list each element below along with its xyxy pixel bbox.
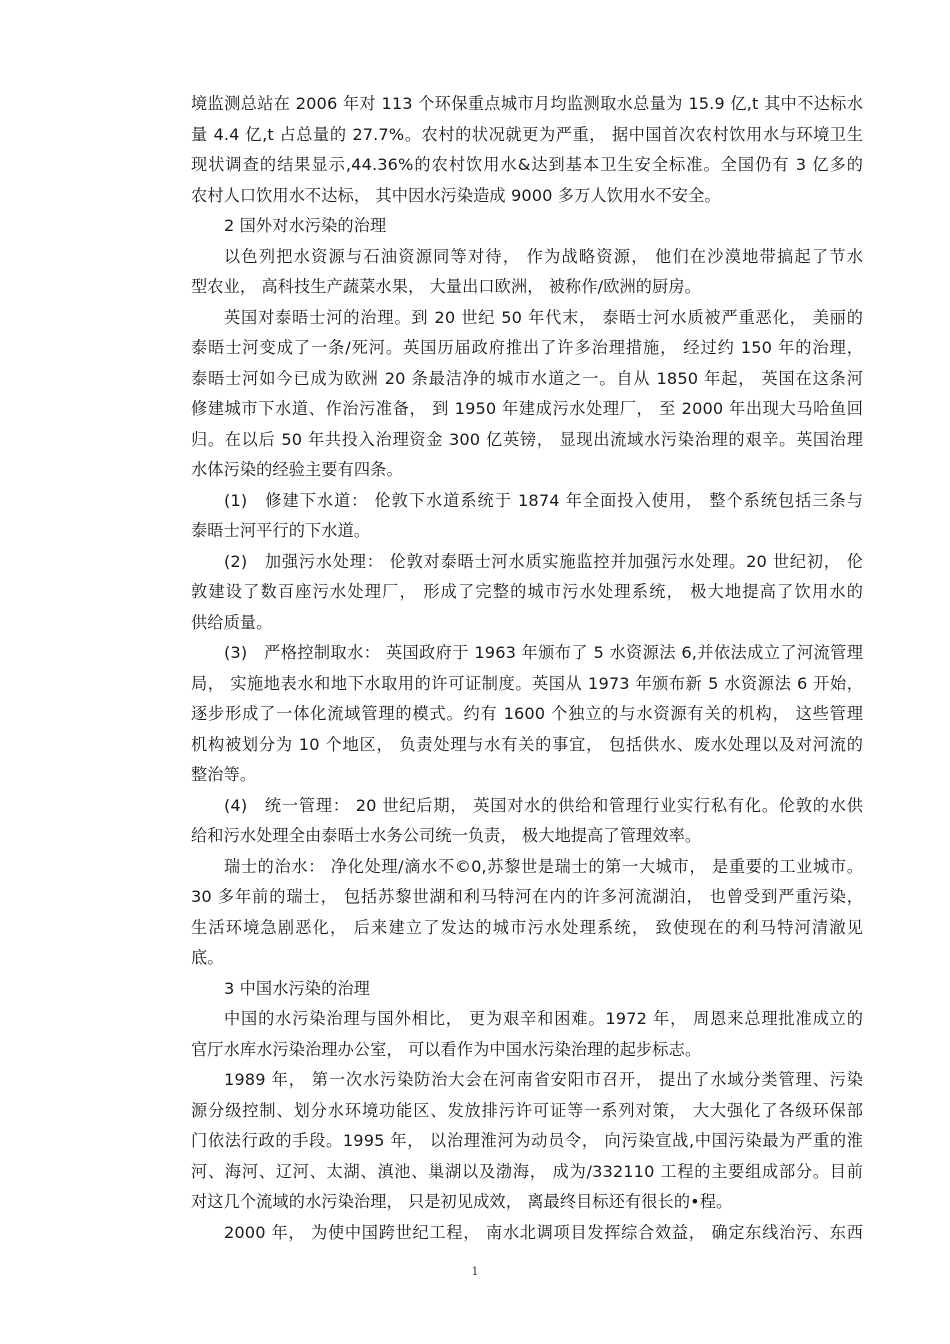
text-line: 中国的水污染治理与国外相比， 更为艰辛和困难。1972 年， 周恩来总理批准成立的 <box>224 1009 863 1028</box>
section-heading: 2 国外对水污染的治理 <box>224 216 387 235</box>
body-text <box>191 89 863 1248</box>
text-line: 归。在以后 50 年共投入治理资金 300 亿英镑， 显现出流域水污染治理的艰辛。英国治理 <box>191 429 863 449</box>
text-line: 给和污水处理全由泰晤士水务公司统一负责， 极大地提高了管理效率。 <box>191 826 702 845</box>
text-line: 农村人口饮用水不达标， 其中因水污染造成 9000 多万人饮用水不安全。 <box>191 185 721 205</box>
text-line: 官厅水库水污染治理办公室， 可以看作为中国水污染治理的起步标志。 <box>191 1039 702 1059</box>
text-line: 机构被划分为 10 个地区， 负责处理与水有关的事宜， 包括供水、废水处理以及对河流的 <box>191 734 863 754</box>
text-line: 量 4.4 亿,t 占总量的 27.7%。农村的状况就更为严重， 据中国首次农村饮用水与环境卫生 <box>191 124 863 144</box>
text-line: 生活环境急剧恶化， 后来建立了发达的城市污水处理系统， 致使现在的利马特河清澈见 <box>191 917 863 937</box>
text-line: 局， 实施地表水和地下水取用的许可证制度。英国从 1973 年颁布新 5 水资源法 6 开始， <box>191 673 863 693</box>
text-line: 供给质量。 <box>191 612 273 632</box>
page-number: 1 <box>471 1265 479 1278</box>
text-line: 泰晤士河平行的下水道。 <box>191 521 371 540</box>
text-line: 以色列把水资源与石油资源同等对待， 作为战略资源， 他们在沙漠地带搞起了节水 <box>224 246 863 266</box>
text-line: 逐步形成了一体化流域管理的模式。约有 1600 个独立的与水资源有关的机构， 这些管理 <box>191 704 863 723</box>
text-line: 底。 <box>191 948 224 967</box>
list-item-line: (2) 加强污水处理： 伦敦对泰晤士河水质实施监控并加强污水处理。20 世纪初， 伦 <box>224 551 863 571</box>
text-line: 门依法行政的手段。1995 年， 以治理淮河为动员令， 向污染宣战,中国污染最为严重的淮 <box>191 1131 863 1150</box>
text-line: 1989 年， 第一次水污染防治大会在河南省安阳市召开， 提出了水域分类管理、污染 <box>224 1070 863 1089</box>
text-line: 现状调查的结果显示,44.36%的农村饮用水&达到基本卫生安全标准。全国仍有 3 亿多的 <box>191 155 863 174</box>
text-line: 2000 年， 为使中国跨世纪工程， 南水北调项目发挥综合效益， 确定东线治污、东西 <box>224 1222 863 1242</box>
text-line: 源分级控制、划分水环境功能区、发放排污许可证等一系列对策， 大大强化了各级环保部 <box>191 1100 863 1120</box>
text-line: 英国对泰晤士河的治理。到 20 世纪 50 年代末， 泰晤士河水质被严重恶化， 美丽的 <box>224 307 863 327</box>
text-line: 泰晤士河变成了一条/死河。英国历届政府推出了许多治理措施， 经过约 150 年的治理， <box>191 338 863 357</box>
text-line: 泰晤士河如今已成为欧洲 20 条最洁净的城市水道之一。自从 1850 年起， 英国在这条河 <box>191 368 863 388</box>
text-line: 境监测总站在 2006 年对 113 个环保重点城市月均监测取水总量为 15.9 亿,t 其中不达标水 <box>191 94 863 113</box>
text-line: 河、海河、辽河、太湖、滇池、巢湖以及渤海， 成为/332110 工程的主要组成部分。目前 <box>191 1161 863 1181</box>
text-line: 型农业， 高科技生产蔬菜水果， 大量出口欧洲， 被称作/欧洲的厨房。 <box>191 277 701 296</box>
section-heading: 3 中国水污染的治理 <box>224 978 370 998</box>
list-item-line: (4) 统一管理： 20 世纪后期， 英国对水的供给和管理行业实行私有化。伦敦的水供 <box>224 795 863 815</box>
text-line: 水体污染的经验主要有四条。 <box>191 460 403 479</box>
text-line: 30 多年前的瑞士， 包括苏黎世湖和利马特河在内的许多河流湖泊， 也曾受到严重污染， <box>191 887 863 906</box>
text-line: 整治等。 <box>191 765 257 784</box>
text-line: 修建城市下水道、作治污准备， 到 1950 年建成污水处理厂， 至 2000 年出现大马哈鱼回 <box>191 399 863 418</box>
text-line: 瑞士的治水： 净化处理/滴水不©0,苏黎世是瑞士的第一大城市， 是重要的工业城市。 <box>224 856 863 876</box>
text-line: 对这几个流域的水污染治理， 只是初见成效， 离最终目标还有很长的•程。 <box>191 1192 733 1211</box>
list-item-line: (1) 修建下水道： 伦敦下水道系统于 1874 年全面投入使用， 整个系统包括三条与 <box>224 490 863 510</box>
text-line: 敦建设了数百座污水处理厂， 形成了完整的城市污水处理系统， 极大地提高了饮用水的 <box>191 582 863 601</box>
list-item-line: (3) 严格控制取水： 英国政府于 1963 年颁布了 5 水资源法 6,并依法成立了河流管理 <box>224 643 863 662</box>
